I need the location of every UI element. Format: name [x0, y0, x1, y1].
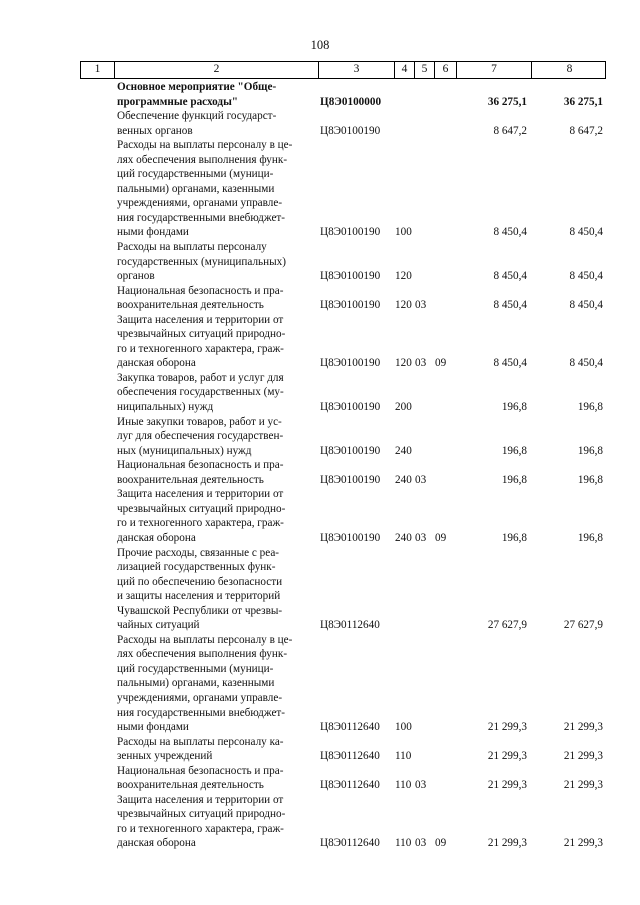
header-col-5: 5 [414, 62, 434, 78]
budget-table [80, 61, 606, 851]
cell-code: Ц8Э0100000 [320, 95, 382, 108]
cell-expense-type: 240 [395, 444, 412, 457]
cell-name-line: воохранительная деятельность [117, 299, 264, 312]
header-col-1: 1 [94, 63, 101, 75]
cell-code: Ц8Э0112640 [320, 837, 380, 850]
cell-code: Ц8Э0100190 [320, 270, 381, 283]
cell-name-line: ниципальных) нужд [117, 401, 214, 414]
cell-amount-col7: 27 627,9 [487, 619, 527, 632]
cell-section: 03 [415, 837, 427, 850]
cell-name-line: чайных ситуаций [117, 619, 200, 632]
cell-amount-col7: 8 647,2 [493, 124, 527, 137]
cell-amount-col8: 21 299,3 [563, 750, 603, 763]
cell-name-line: пальными) органами, казенными [117, 677, 275, 690]
cell-amount-col7: 21 299,3 [487, 779, 527, 792]
cell-section: 03 [415, 299, 427, 312]
cell-name-line: Защита населения и территории от [117, 313, 284, 326]
cell-name-line: го и техногенного характера, граж- [117, 822, 284, 835]
cell-name [113, 487, 317, 545]
table-row [80, 764, 606, 793]
cell-code: Ц8Э0100190 [320, 124, 381, 137]
cell-name [113, 313, 317, 371]
cell-name-line: органов [117, 270, 155, 283]
cell-name [113, 109, 317, 138]
cell-name-line: Расходы на выплаты персоналу ка- [117, 735, 284, 748]
cell-name-line: Чувашской Республики от чрезвы- [117, 604, 283, 617]
cell-name-line: ций по обеспечению безопасности [117, 575, 283, 588]
table-row [80, 138, 606, 240]
cell-amount-col7: 21 299,3 [487, 721, 527, 734]
cell-subsection: 09 [435, 531, 447, 544]
header-col-3: 3 [318, 62, 394, 78]
table-row [80, 735, 606, 764]
cell-name-line: Основное мероприятие "Обще- [117, 81, 277, 93]
cell-amount-col8: 21 299,3 [563, 721, 603, 734]
cell-name [113, 633, 317, 735]
cell-name-line: ния государственными внебюджет- [117, 211, 286, 224]
cell-amount-col8: 27 627,9 [563, 619, 603, 632]
cell-amount-col8: 196,8 [577, 401, 603, 414]
table-row [80, 793, 606, 851]
cell-amount-col8: 8 450,4 [569, 270, 603, 283]
cell-code: Ц8Э0112640 [320, 721, 380, 734]
cell-code: Ц8Э0100190 [320, 473, 381, 486]
cell-name-line: чрезвычайных ситуаций природно- [117, 502, 286, 515]
cell-amount-col7: 196,8 [501, 401, 527, 414]
cell-name-line: лях обеспечения выполнения функ- [117, 153, 288, 166]
cell-name [113, 415, 317, 459]
cell-name-line: ния государственными внебюджет- [117, 706, 286, 719]
cell-section: 03 [415, 531, 427, 544]
cell-section: 03 [415, 357, 427, 370]
cell-name [113, 546, 317, 633]
cell-amount-col7: 196,8 [501, 531, 527, 544]
cell-name [113, 240, 317, 284]
cell-expense-type: 240 [395, 531, 412, 544]
cell-expense-type: 120 [395, 299, 412, 312]
cell-name-line: Расходы на выплаты персоналу в це- [117, 139, 293, 152]
cell-name-line: лизацией государственных функ- [117, 561, 276, 574]
header-col-6: 6 [434, 62, 456, 78]
cell-name [113, 80, 317, 109]
cell-code: Ц8Э0100190 [320, 444, 381, 457]
cell-name-line: Иные закупки товаров, работ и ус- [117, 415, 282, 428]
table-row [80, 633, 606, 735]
header-col-8: 8 [531, 62, 607, 78]
cell-expense-type: 100 [395, 226, 412, 239]
table-row [80, 487, 606, 545]
cell-subsection: 09 [435, 357, 447, 370]
cell-name-line: Национальная безопасность и пра- [117, 764, 284, 777]
cell-name-line: и защиты населения и территорий [117, 590, 281, 603]
cell-name-line: Защита населения и территории от [117, 488, 284, 501]
cell-expense-type: 200 [395, 401, 412, 414]
cell-name-line: воохранительная деятельность [117, 473, 264, 486]
cell-name-line: данская оборона [117, 837, 196, 850]
table-row [80, 109, 606, 138]
cell-expense-type: 240 [395, 473, 412, 486]
cell-name-line: программные расходы" [117, 95, 239, 108]
header-col-4: 4 [394, 62, 414, 78]
cell-amount-col7: 8 450,4 [493, 226, 527, 239]
cell-name-line: государственных (муниципальных) [117, 255, 286, 268]
cell-code: Ц8Э0112640 [320, 619, 380, 632]
cell-name-line: ций государственными (муници- [117, 662, 274, 675]
cell-amount-col8: 196,8 [577, 531, 603, 544]
cell-code: Ц8Э0100190 [320, 226, 381, 239]
cell-name-line: го и техногенного характера, граж- [117, 342, 284, 355]
cell-amount-col8: 196,8 [577, 473, 603, 486]
cell-expense-type: 120 [395, 270, 412, 283]
cell-amount-col8: 36 275,1 [563, 95, 603, 108]
table-row [80, 546, 606, 633]
cell-code: Ц8Э0100190 [320, 401, 381, 414]
cell-name [113, 764, 317, 793]
cell-amount-col8: 8 450,4 [569, 226, 603, 239]
cell-name-line: ными фондами [117, 226, 189, 239]
cell-amount-col7: 8 450,4 [493, 270, 527, 283]
cell-amount-col7: 196,8 [501, 473, 527, 486]
cell-code: Ц8Э0112640 [320, 779, 380, 792]
cell-expense-type: 110 [395, 837, 412, 850]
table-row [80, 458, 606, 487]
cell-name-line: пальными) органами, казенными [117, 182, 275, 195]
cell-amount-col8: 21 299,3 [563, 837, 603, 850]
cell-amount-col8: 8 647,2 [569, 124, 603, 137]
cell-name-line: учреждениями, органами управле- [117, 691, 283, 704]
page-number: 108 [310, 38, 330, 52]
cell-amount-col7: 8 450,4 [493, 357, 527, 370]
table-row [80, 313, 606, 371]
cell-name-line: венных органов [117, 124, 193, 137]
cell-name-line: Национальная безопасность и пра- [117, 459, 284, 472]
cell-name-line: данская оборона [117, 531, 196, 544]
cell-expense-type: 100 [395, 721, 412, 734]
cell-expense-type: 110 [395, 779, 412, 792]
cell-expense-type: 110 [395, 750, 412, 763]
cell-name-line: чрезвычайных ситуаций природно- [117, 328, 286, 341]
cell-name [113, 284, 317, 313]
cell-name-line: чрезвычайных ситуаций природно- [117, 808, 286, 821]
cell-amount-col8: 21 299,3 [563, 779, 603, 792]
cell-amount-col7: 8 450,4 [493, 299, 527, 312]
cell-name [113, 371, 317, 415]
cell-name-line: Обеспечение функций государст- [117, 110, 277, 123]
cell-name-line: Национальная безопасность и пра- [117, 284, 284, 297]
table-row [80, 371, 606, 415]
cell-name-line: зенных учреждений [117, 750, 213, 763]
cell-name-line: ными фондами [117, 721, 189, 734]
cell-section: 03 [415, 473, 427, 486]
table-row [80, 240, 606, 284]
cell-name-line: данская оборона [117, 357, 196, 370]
cell-code: Ц8Э0100190 [320, 357, 381, 370]
cell-name-line: учреждениями, органами управле- [117, 197, 283, 210]
cell-amount-col7: 196,8 [501, 444, 527, 457]
cell-expense-type: 120 [395, 357, 412, 370]
cell-amount-col7: 36 275,1 [487, 95, 527, 108]
cell-code: Ц8Э0100190 [320, 531, 381, 544]
table-header [80, 61, 606, 79]
cell-name-line: Расходы на выплаты персоналу [117, 241, 267, 254]
cell-name-line: обеспечения государственных (му- [117, 386, 284, 399]
cell-name-line: го и техногенного характера, граж- [117, 517, 284, 530]
table-row [80, 284, 606, 313]
cell-name-line: лях обеспечения выполнения функ- [117, 648, 288, 661]
cell-name [113, 793, 317, 851]
cell-amount-col7: 21 299,3 [487, 837, 527, 850]
cell-section: 03 [415, 779, 427, 792]
table-row [80, 415, 606, 459]
header-col-2: 2 [114, 62, 318, 78]
cell-amount-col8: 8 450,4 [569, 357, 603, 370]
cell-subsection: 09 [435, 837, 447, 850]
cell-name-line: ций государственными (муници- [117, 168, 274, 181]
cell-name-line: Закупка товаров, работ и услуг для [117, 371, 284, 384]
cell-code: Ц8Э0112640 [320, 750, 380, 763]
cell-name [113, 138, 317, 240]
cell-name [113, 735, 317, 764]
cell-name-line: луг для обеспечения государствен- [117, 430, 284, 443]
cell-code: Ц8Э0100190 [320, 299, 381, 312]
table-row [80, 80, 606, 109]
cell-name-line: ных (муниципальных) нужд [117, 444, 252, 457]
cell-amount-col8: 196,8 [577, 444, 603, 457]
cell-amount-col7: 21 299,3 [487, 750, 527, 763]
cell-name [113, 458, 317, 487]
header-col-7: 7 [456, 62, 531, 78]
cell-amount-col8: 8 450,4 [569, 299, 603, 312]
cell-name-line: Прочие расходы, связанные с реа- [117, 546, 280, 559]
cell-name-line: Расходы на выплаты персоналу в це- [117, 633, 293, 646]
cell-name-line: Защита населения и территории от [117, 793, 284, 806]
table-body [80, 80, 606, 851]
cell-name-line: воохранительная деятельность [117, 779, 264, 792]
